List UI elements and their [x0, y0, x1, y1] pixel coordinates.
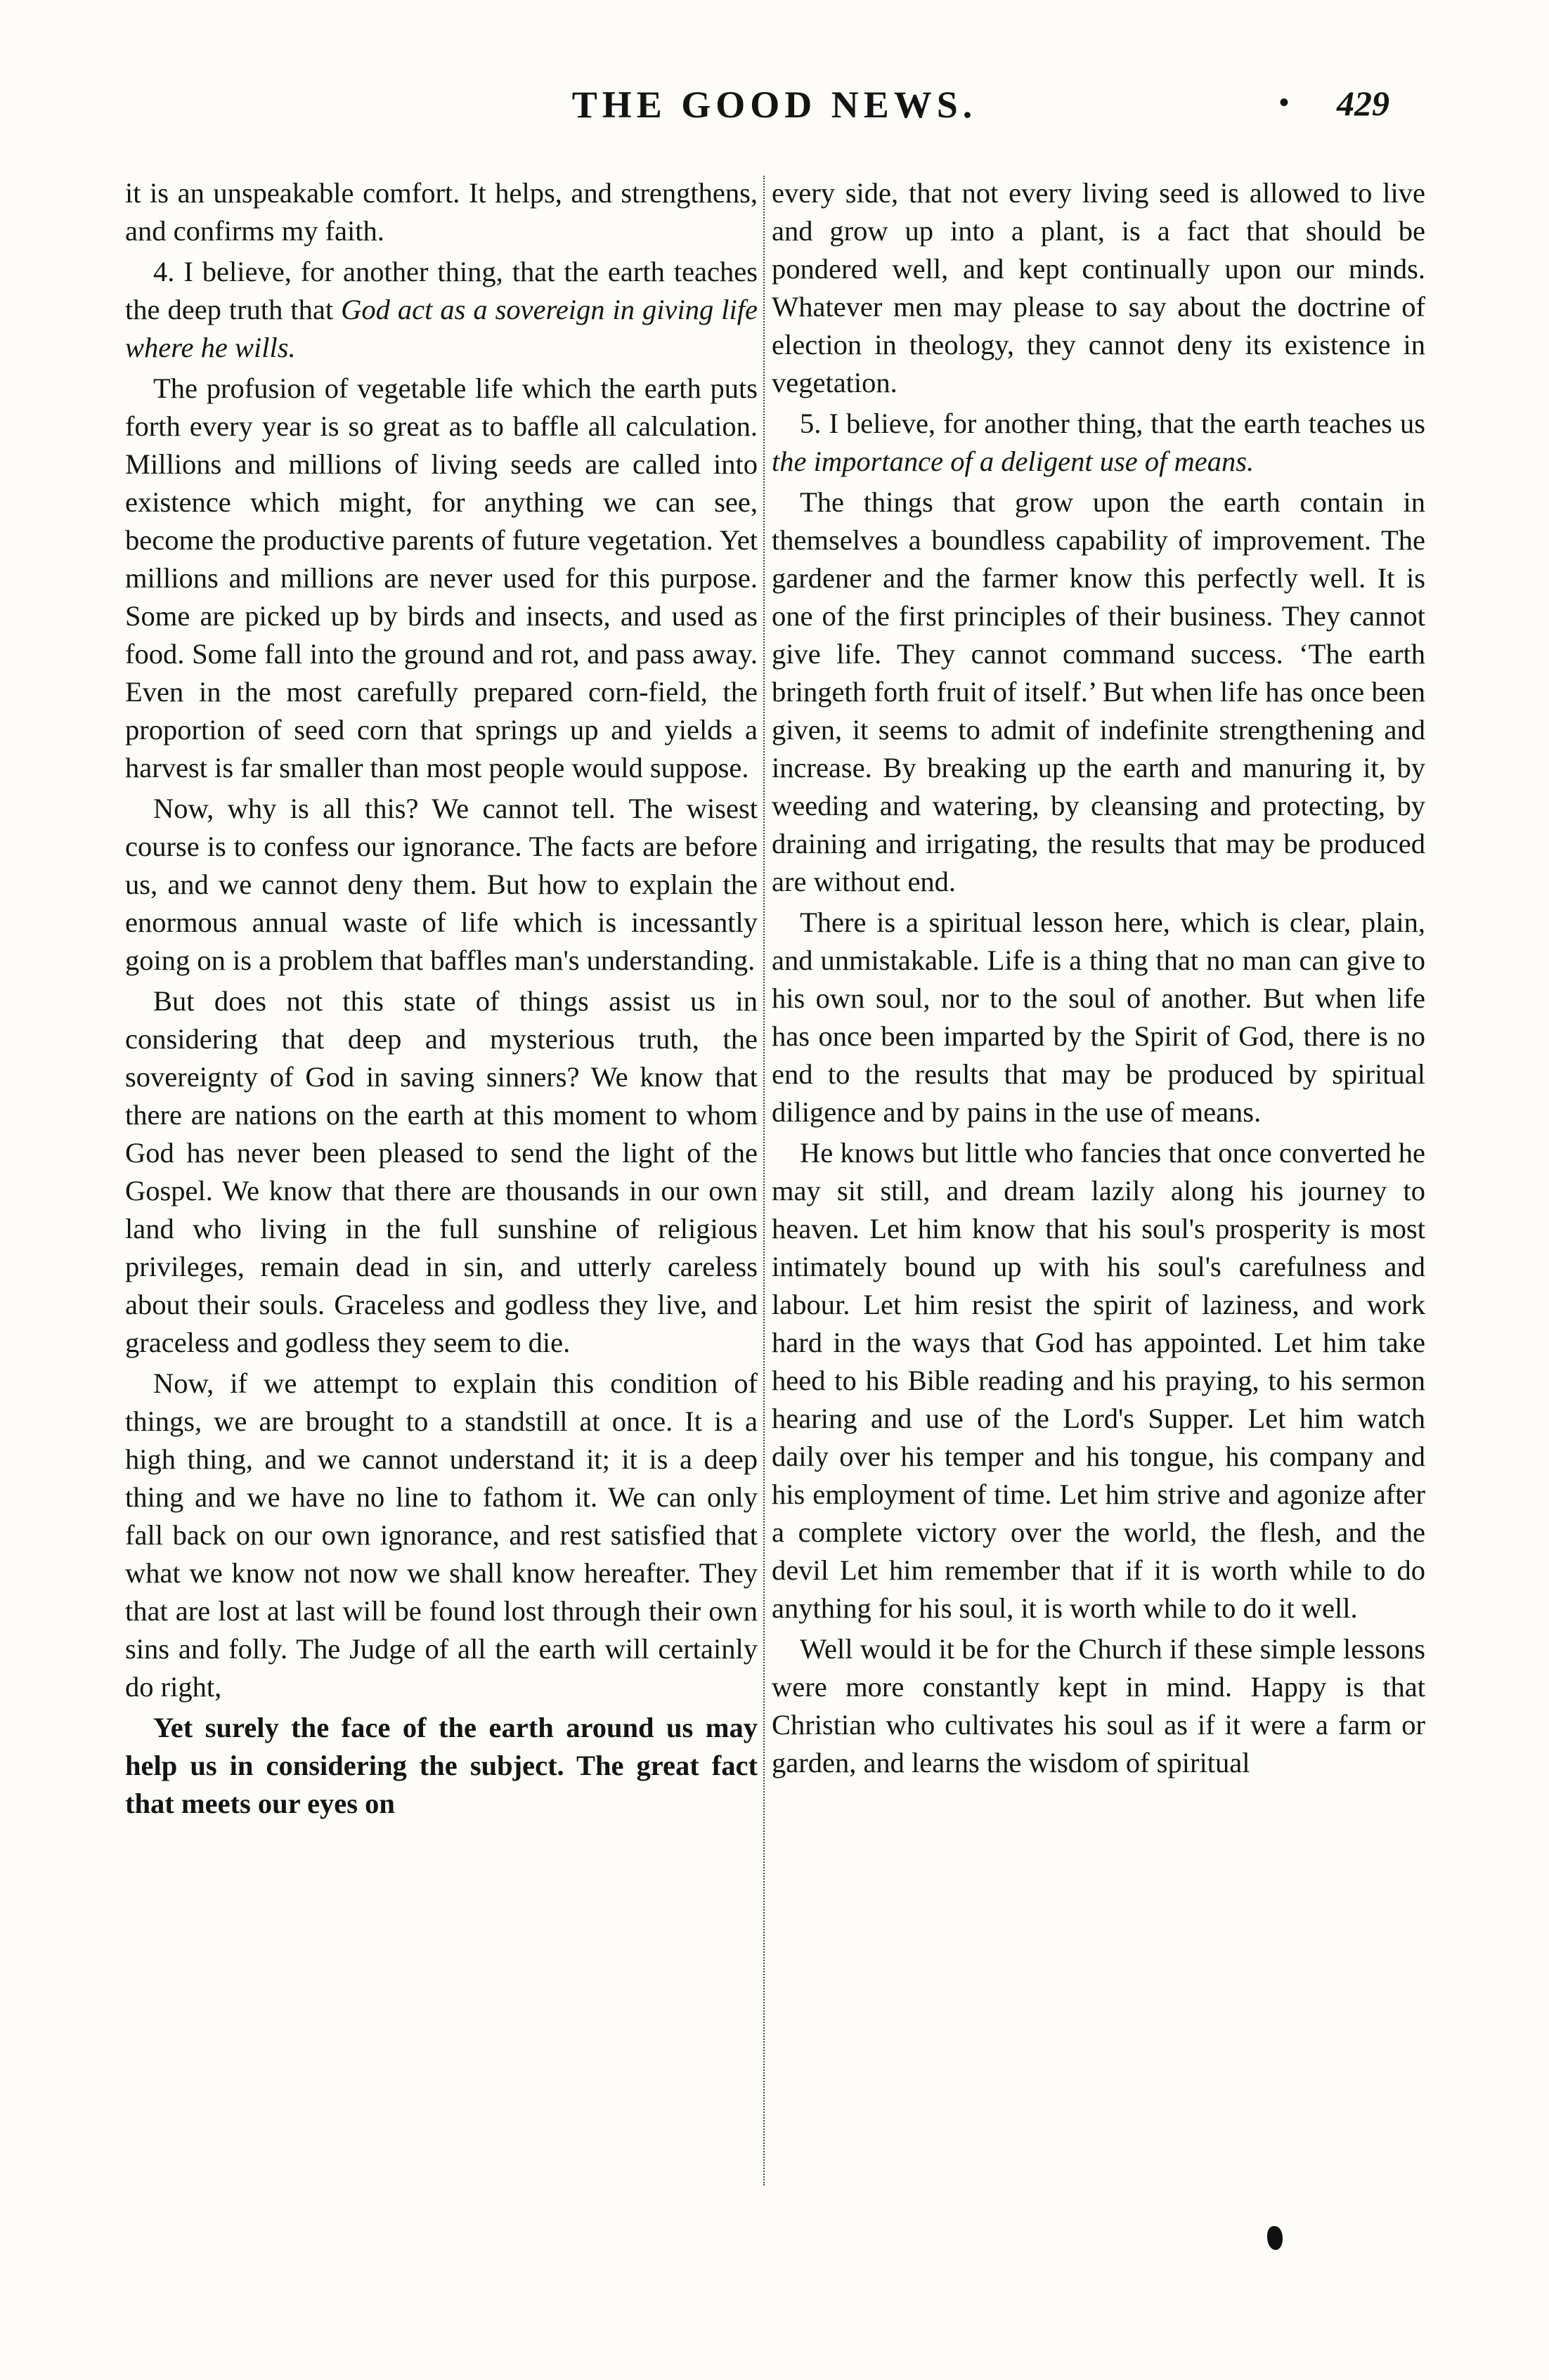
point-4-emphasis: God act as a sovereign in giving life where he wills. [125, 294, 758, 363]
right-paragraph-things-grow: The things that grow upon the earth contain in themselves a boundless capability of improvement. The gardener and the farmer know this perfectly well. It is one of the first principles of their business. They cannot give life. They cannot command success. ‘The earth bringeth forth fruit of itself.’ But when life has once been given, it seems to admit of indefinite strengthening and increase. By breaking up the earth and manuring it, by weeding and watering, by cleansing and protecting, by draining and irrigating, the results that may be produced are without end. [772, 486, 1425, 897]
right-paragraph-spiritual-lesson: There is a spiritual lesson here, which is clear, plain, and unmistakable. Life is a thing that no man can give to his own soul, nor to the soul of another. But when life has once been imparted by the Spirit of God, there is no end to the results that may be produced by spiritual diligence and by pains in the use of means. [772, 906, 1425, 1128]
column-divider [763, 176, 765, 2185]
right-paragraph-continued: every side, that not every living seed is allowed to live and grow up into a plant, is a fact that should be pondered well, and kept continually upon our minds. Whatever men may please to say about the doctrine of election in theology, they cannot deny its existence in vegetation. [772, 177, 1425, 398]
page-number: 429 [1337, 84, 1389, 123]
left-column [125, 174, 758, 2212]
left-paragraph-continued: it is an unspeakable comfort. It helps, and strengthens, and confirms my faith. [125, 177, 758, 247]
header-bullet: • [1279, 86, 1290, 118]
left-paragraph-yet-surely: Yet surely the face of the earth around us may help us in considering the subject. The great fact that meets our eyes on [125, 1712, 758, 1819]
right-paragraph-point-5 [772, 405, 1425, 481]
left-paragraph-point-4 [125, 253, 758, 367]
left-paragraph-profusion: The profusion of vegetable life which the earth puts forth every year is so great as to baffle all calculation. Millions and millions of living seeds are called into existence which might, for anything we can see, become the productive parents of future vegetation. Yet millions and millions are never used for this purpose. Some are picked up by birds and insects, and used as food. Some fall into the ground and rot, and pass away. Even in the most carefully prepared corn-field, the proportion of seed corn that springs up and yields a harvest is far smaller than most people would suppose. [125, 372, 758, 783]
point-5-emphasis: the importance of a deligent use of means. [772, 446, 1255, 477]
right-paragraph-well-would: Well would it be for the Church if these simple lessons were more constantly kept in mind. Happy is that Christian who cultivates his soul as if it were a farm or garden, and learns the wisdom of spiritual [772, 1633, 1425, 1779]
left-paragraph-sovereignty: But does not this state of things assist us in considering that deep and mysterious truth, the sovereignty of God in saving sinners? We know that there are nations on the earth at this moment to whom God has never been pleased to send the light of the Gospel. We know that there are thousands in our own land who living in the full sunshine of religious privileges, remain dead in sin, and utterly careless about their souls. Graceless and godless they live, and graceless and godless they seem to die. [125, 985, 758, 1358]
ink-blot [1267, 2226, 1283, 2250]
right-paragraph-he-knows: He knows but little who fancies that once converted he may sit still, and dream lazily along his journey to heaven. Let him know that his soul's prosperity is most intimately bound up with his soul's carefulness and labour. Let him resist the spirit of laziness, and work hard in the ways that God has appointed. Let him take heed to his Bible reading and his praying, to his sermon hearing and use of the Lord's Supper. Let him watch daily over his temper and his tongue, his company and his employment of time. Let him strive and agonize after a complete victory over the world, the flesh, and the devil Let him remember that if it is worth while to do anything for his soul, it is worth while to do it well. [772, 1137, 1425, 1624]
point-5-lead: 5. I believe, for another thing, that the earth teaches us [800, 408, 1425, 439]
left-paragraph-why: Now, why is all this? We cannot tell. The wisest course is to confess our ignorance. The facts are before us, and we cannot deny them. But how to explain the enormous annual waste of life which is incessantly going on is a problem that baffles man's understanding. [125, 793, 758, 976]
running-header [0, 83, 1549, 139]
left-paragraph-explain: Now, if we attempt to explain this condition of things, we are brought to a standstill at once. It is a high thing, and we cannot understand it; it is a deep thing and we have no line to fathom it. We can only fall back on our own ignorance, and rest satisfied that what we know not now we shall know hereafter. They that are lost at last will be found lost through their own sins and folly. The Judge of all the earth will certainly do right, [125, 1367, 758, 1703]
point-4-lead: 4. I believe, for another thing, that the earth teaches the deep truth that [125, 256, 758, 325]
running-title: THE GOOD NEWS. [571, 84, 978, 126]
right-column [772, 174, 1425, 2212]
